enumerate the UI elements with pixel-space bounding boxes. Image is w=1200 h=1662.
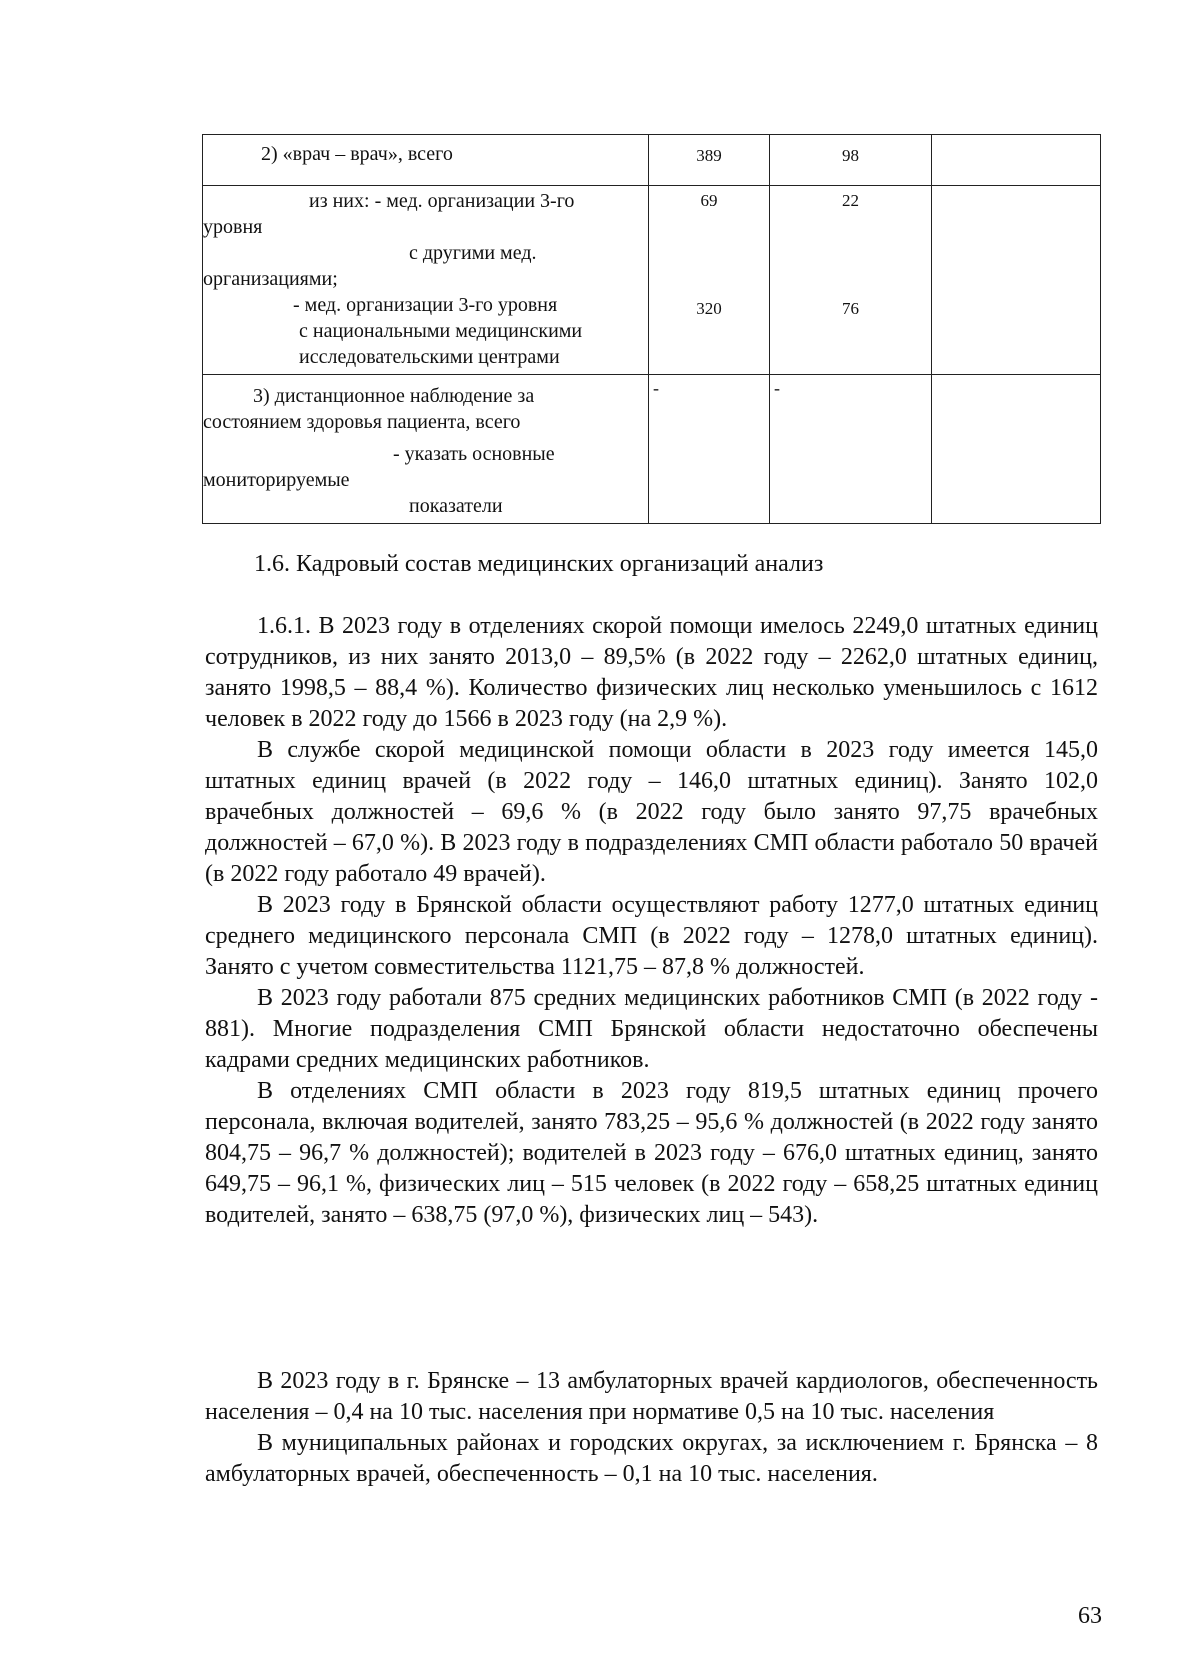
- paragraph: 1.6.1. В 2023 году в отделениях скорой помощи имелось 2249,0 штатных единиц сотрудников, из них занято 2013,0 – 89,5% (в 2022 году – 2262,0 штатных единиц, занято 1998,5 – 88,4 %). Количество физических лиц несколько уменьшилось с 1612 человек в 2022 году до 1566 в 2023 году (на 2,9 %).: [205, 613, 1098, 732]
- table-cell-value: 98: [770, 135, 932, 186]
- table-row: [203, 135, 1101, 186]
- continuation-table: [202, 134, 1101, 524]
- table-row: [203, 375, 1101, 524]
- table-cell-value: 389: [649, 135, 770, 186]
- page-number: 63: [1078, 1603, 1102, 1629]
- paragraph: В муниципальных районах и городских округах, за исключением г. Брянска – 8 амбулаторных врачей, обеспеченность – 0,1 на 10 тыс. населения.: [205, 1430, 1098, 1487]
- section-title: 1.6. Кадровый состав медицинских организаций анализ: [254, 551, 824, 577]
- paragraph: В 2023 году работали 875 средних медицинских работников СМП (в 2022 году - 881). Многие подразделения СМП Брянской области недостаточно обеспечены кадрами средних медицинских работников.: [205, 985, 1098, 1073]
- paragraph: В 2023 году в Брянской области осуществляют работу 1277,0 штатных единиц среднего медицинского персонала СМП (в 2022 году – 1278,0 штатных единиц). Занято с учетом совместительства 1121,75 – 87,8 % должностей.: [205, 892, 1098, 980]
- table-cell-value: 76: [842, 299, 859, 318]
- table-cell-empty: [932, 375, 1101, 524]
- paragraph: В 2023 году в г. Брянске – 13 амбулаторных врачей кардиологов, обеспеченность населения – 0,4 на 10 тыс. населения при нормативе 0,5 на 10 тыс. населения: [205, 1368, 1098, 1425]
- paragraph: В отделениях СМП области в 2023 году 819,5 штатных единиц прочего персонала, включая водителей, занято 783,25 – 95,6 % должностей (в 2022 году занято 804,75 – 96,7 % должностей); водителей в 2023 году – 676,0 штатных единиц, занято 649,75 – 96,1 %, физических лиц – 515 человек (в 2022 году – 658,25 штатных единиц водителей, занято – 638,75 (97,0 %), физических лиц – 543).: [205, 1078, 1098, 1228]
- table-cell-value: 22: [842, 191, 859, 210]
- paragraph: В службе скорой медицинской помощи области в 2023 году имеется 145,0 штатных единиц врачей (в 2022 году – 146,0 штатных единиц). Занято 102,0 врачебных должностей – 69,6 % (в 2022 году было занято 97,75 врачебных должностей – 67,0 %). В 2023 году в подразделениях СМП области работало 50 врачей (в 2022 году работало 49 врачей).: [205, 737, 1098, 887]
- row-label: 3) дистанционное наблюдение за состоянием здоровья пациента, всего - указать основные мониторируемые показатели: [203, 385, 555, 517]
- table-cell-value: -: [653, 378, 659, 398]
- row-label: из них: - мед. организации 3-го уровня с другими мед. организациями; - мед. организации 3-го уровня с национальными медицинскими исследовательскими центрами: [203, 190, 583, 368]
- table-cell-empty: [932, 135, 1101, 186]
- table-row: [203, 186, 1101, 375]
- body-text: [205, 611, 1098, 1231]
- row-label: 2) «врач – врач», всего: [261, 143, 453, 165]
- body-text-2: [205, 1366, 1098, 1490]
- table-cell-value: -: [774, 378, 780, 398]
- table-cell-value: 69: [700, 191, 718, 210]
- table-cell-value: 320: [696, 299, 722, 318]
- table-cell-empty: [932, 186, 1101, 375]
